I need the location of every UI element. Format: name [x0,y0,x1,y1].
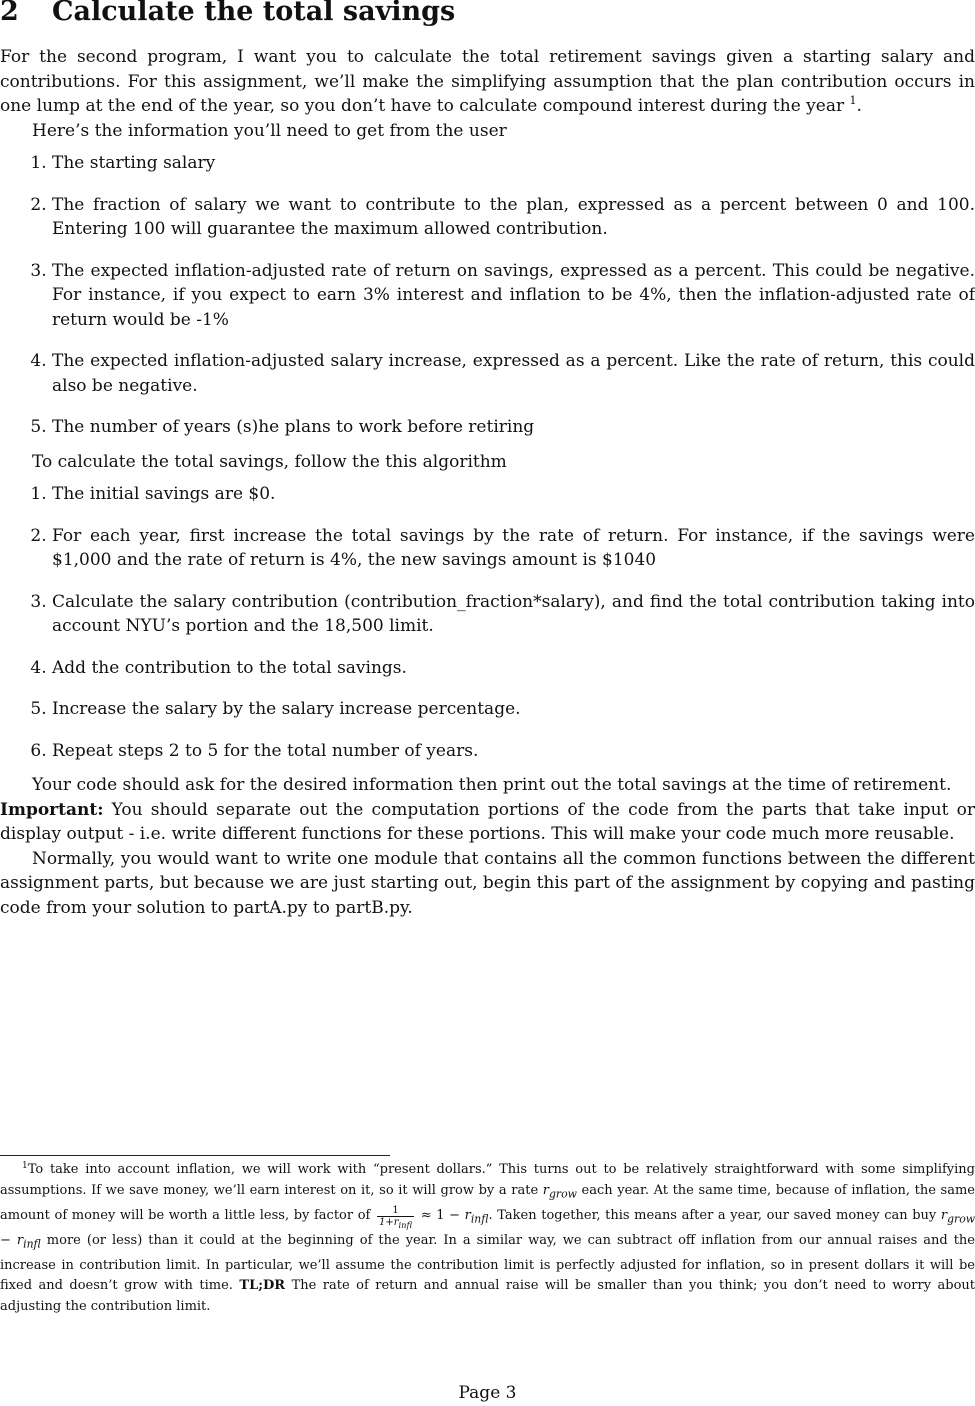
list-item: 5. The number of years (s)he plans to work before retiring [52,415,975,440]
important-text: You should separate out the computation portions of the code from the parts that take input or display output - i.e. write different functions for these portions. This will make your code much more reusable. [0,799,975,844]
footnote-ref[interactable]: 1 [849,94,857,107]
list-item: 1. The initial savings are $0. [52,482,975,507]
important-paragraph [0,798,975,847]
list-item: 1. The starting salary [52,151,975,176]
footnote [0,1160,975,1318]
footnote-part4: more (or less) than it could at the beginning of the year. In a similar way, we can subtract off inflation from our annual raises and the increase in contribution limit. In particular, we’ll assume the contribution limit is perfectly adjusted for inflation, so in present dollars it will be fixed and doesn’t grow with time. [0,1233,975,1294]
module-paragraph: Normally, you would want to write one module that contains all the common functions between the different assignment parts, but because we are just starting out, begin this part of the assignment by copying and pasting code from your solution to partA.py to partB.py. [0,848,975,918]
important-label: Important: [0,799,104,820]
document-body [0,45,975,920]
closing-paragraph: Your code should ask for the desired information then print out the total savings at the time of retirement. [32,775,952,795]
approx-symbol: ≈ 1 − [416,1208,465,1224]
list-item: 3. The expected inflation-adjusted rate of return on savings, expressed as a percent. This could be negative. For instance, if you expect to earn 3% interest and inflation to be 4%, then the inflation-adjusted rate of return would be -1% [52,259,975,333]
tldr-label: TL;DR [239,1278,286,1294]
list-item: 3. Calculate the salary contribution (contribution_fraction*salary), and find the total contribution taking into account NYU’s portion and the 18,500 limit. [52,590,975,639]
footnote-part5: The rate of return and annual raise will be smaller than you think; you don’t need to worry about adjusting the contribution limit. [0,1278,975,1315]
list-item: 6. Repeat steps 2 to 5 for the total number of years. [52,739,975,764]
minus-symbol: − [0,1233,17,1249]
section-title: Calculate the total savings [52,0,456,27]
footnote-part2: each year. At the same time, because of inflation, the same amount of money will be worth a little less, by factor of [0,1182,975,1224]
inputs-lead: Here’s the information you’ll need to get from the user [32,120,507,141]
footnote-mark: 1 [22,1161,28,1171]
var-r-infl: $r_{infl}$ [464,1208,489,1226]
list-item: 2. The fraction of salary we want to contribute to the plan, expressed as a percent between 0 and 100. Entering 100 will guarantee the maximum allowed contribution. [52,193,975,242]
intro-text: For the second program, I want you to calculate the total retirement savings given a starting salary and contributions. For this assignment, we’ll make the simplifying assumption that the plan contribution occurs in one lump at the end of the year, so you don’t have to calculate compound interest during the year [0,47,975,116]
page-number: Page 3 [458,1383,517,1403]
expr-r-infl: $r_{infl}$ [16,1233,41,1251]
inflation-fraction: $\frac{1}{1+r_{infl}}$ [378,1205,413,1231]
list-item: 5. Increase the salary by the salary increase percentage. [52,697,975,722]
list-item: 2. For each year, first increase the total savings by the rate of return. For instance, if the savings were $1,000 and the rate of return is 4%, the new savings amount is $1040 [52,524,975,573]
list-item: 4. The expected inflation-adjusted salary increase, expressed as a percent. Like the rate of return, this could also be negative. [52,349,975,398]
section-heading [0,0,455,27]
algorithm-steps [0,482,975,763]
expr-r-grow: $r_{grow}$ [940,1208,975,1226]
footnote-part1: To take into account inflation, we will work with “present dollars.” This turns out to be relatively straightforward with some simplifying assumptions. If we save money, we’ll earn interest on it, so it will grow by a rate [0,1162,975,1198]
inputs-list [0,151,975,440]
footnote-part3: . Taken together, this means after a year, our saved money can buy [488,1208,941,1224]
footnote-divider [0,1155,390,1156]
algorithm-lead: To calculate the total savings, follow the this algorithm [32,451,507,472]
intro-end: . [856,96,862,116]
list-item: 4. Add the contribution to the total savings. [52,656,975,681]
intro-paragraph [0,45,975,119]
section-number: 2 [0,0,19,27]
var-r-grow: $r_{grow}$ [542,1182,577,1201]
